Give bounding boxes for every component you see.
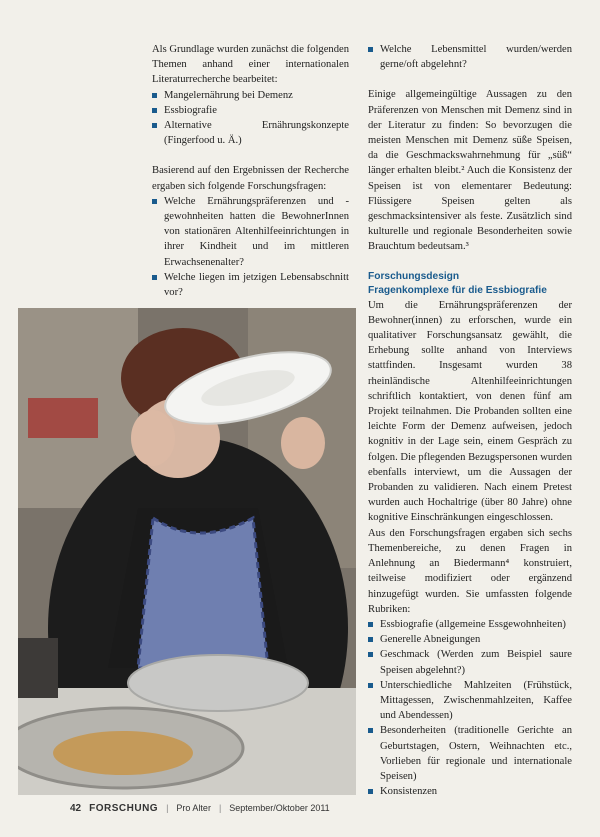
list-item: Konsistenzen <box>368 784 572 799</box>
questions-list-continued <box>368 42 572 72</box>
photo-woman-licking-plate <box>18 308 356 795</box>
list-item: Welche Ernährungspräferenzen und -gewohnheiten hatten die BewohnerInnen von stationären Altenhilfeeinrichtungen in ihrer Kindheit und im mittleren Erwachsenenalter? <box>152 194 349 270</box>
issue-date: September/Oktober 2011 <box>229 803 330 813</box>
left-column <box>152 42 349 300</box>
photo-illustration <box>18 308 356 795</box>
list-item: Essbiografie (allgemeine Essgewohnheiten) <box>368 617 572 632</box>
list-item: Mangelernährung bei Demenz <box>152 88 349 103</box>
section-name: FORSCHUNG <box>89 803 159 814</box>
rubrics-list <box>368 617 572 799</box>
magazine-name: Pro Alter <box>176 803 211 813</box>
page-number: 42 <box>70 803 82 814</box>
bullet-icon <box>152 199 157 204</box>
questions-list <box>152 194 349 300</box>
list-item: Welche Lebensmittel wurden/werden gerne/oft abgelehnt? <box>368 42 572 72</box>
bullet-icon <box>368 622 373 627</box>
section-heading: Forschungsdesign <box>368 270 460 282</box>
list-item: Besonderheiten (traditionelle Gerichte an Geburtstagen, Ostern, Weihnachten etc., Vorlieben für regionale und internationale Speisen) <box>368 723 572 784</box>
list-item: Essbiografie <box>152 103 349 118</box>
list-item: Generelle Abneigungen <box>368 632 572 647</box>
bullet-icon <box>152 108 157 113</box>
method-paragraph: Um die Ernährungspräferenzen der Bewohner(innen) zu erforschen, wurde ein qualitativer Forschungsansatz gewählt, die Erhebung sollte anhand von Interviews stattfinden. Insgesamt wurden 38 rheinländische Altenhilfeeinrichtungen schriftlich kontaktiert, von denen fünf am Projekt teilnahmen. Die Probanden sollten eine leichte Form der Demenz aufweisen, jedoch kognitiv in der Lage sein, einem Gespräch zu folgen. Die pflegenden Bezugspersonen wurden ebenfalls interviewt, um die Aussagen der Probanden zu validieren. Nach einem Pretest wurden auch Hochaltrige (über 80 Jahre) ohne kognitive Einschränkungen eingeschlossen. <box>368 299 572 524</box>
page-footer <box>70 803 330 814</box>
bullet-icon <box>368 789 373 794</box>
list-item: Geschmack (Werden zum Beispiel saure Speisen abgelehnt?) <box>368 647 572 677</box>
bullet-icon <box>368 652 373 657</box>
footer-separator: | <box>218 803 222 813</box>
intro-paragraph: Als Grundlage wurden zunächst die folgenden Themen anhand einer internationalen Literaturrecherche bearbeitet: <box>152 44 349 86</box>
preferences-paragraph: Einige allgemeingültige Aussagen zu den Präferenzen von Menschen mit Demenz sind in der Literatur zu finden: So bevorzugen die meisten Menschen mit Demenz süße Speisen, da die Geschmackswahrnehmung für „süß“ länger erhalten bleibt.² Auch die Konsistenz der Speisen ist von elementarer Bedeutung: Flüssigere Speisen gelten als geschmacksintensiver als feste. Zusätzlich sind kulturelle und regionale Besonderheiten sowie Brauchtum bedeutsam.³ <box>368 89 572 253</box>
list-item: Alternative Ernährungskonzepte (Fingerfood u. Ä.) <box>152 118 349 148</box>
list-item: Welche liegen im jetzigen Lebensabschnitt vor? <box>152 270 349 300</box>
bullet-icon <box>368 637 373 642</box>
right-column <box>368 42 572 799</box>
list-item: Unterschiedliche Mahlzeiten (Frühstück, Mittagessen, Zwischenmahlzeiten, Kaffee und Abendessen) <box>368 678 572 724</box>
bullet-icon <box>152 123 157 128</box>
footer-separator: | <box>166 803 169 813</box>
research-questions-intro: Basierend auf den Ergebnissen der Recherche ergaben sich folgende Forschungsfragen: <box>152 165 349 192</box>
bullet-icon <box>152 275 157 280</box>
bullet-icon <box>368 728 373 733</box>
bullet-icon <box>368 47 373 52</box>
bullet-icon <box>368 683 373 688</box>
section-subheading: Fragenkomplexe für die Essbiografie <box>368 284 547 296</box>
topics-list <box>152 88 349 149</box>
bullet-icon <box>152 93 157 98</box>
themes-paragraph: Aus den Forschungsfragen ergaben sich sechs Themenbereiche, zu denen Fragen in Anlehnung an Biedermann⁴ konstruiert, teilweise modifiziert oder ergänzend hinzugefügt wurden. Sie umfassten folgende Rubriken: <box>368 527 572 615</box>
